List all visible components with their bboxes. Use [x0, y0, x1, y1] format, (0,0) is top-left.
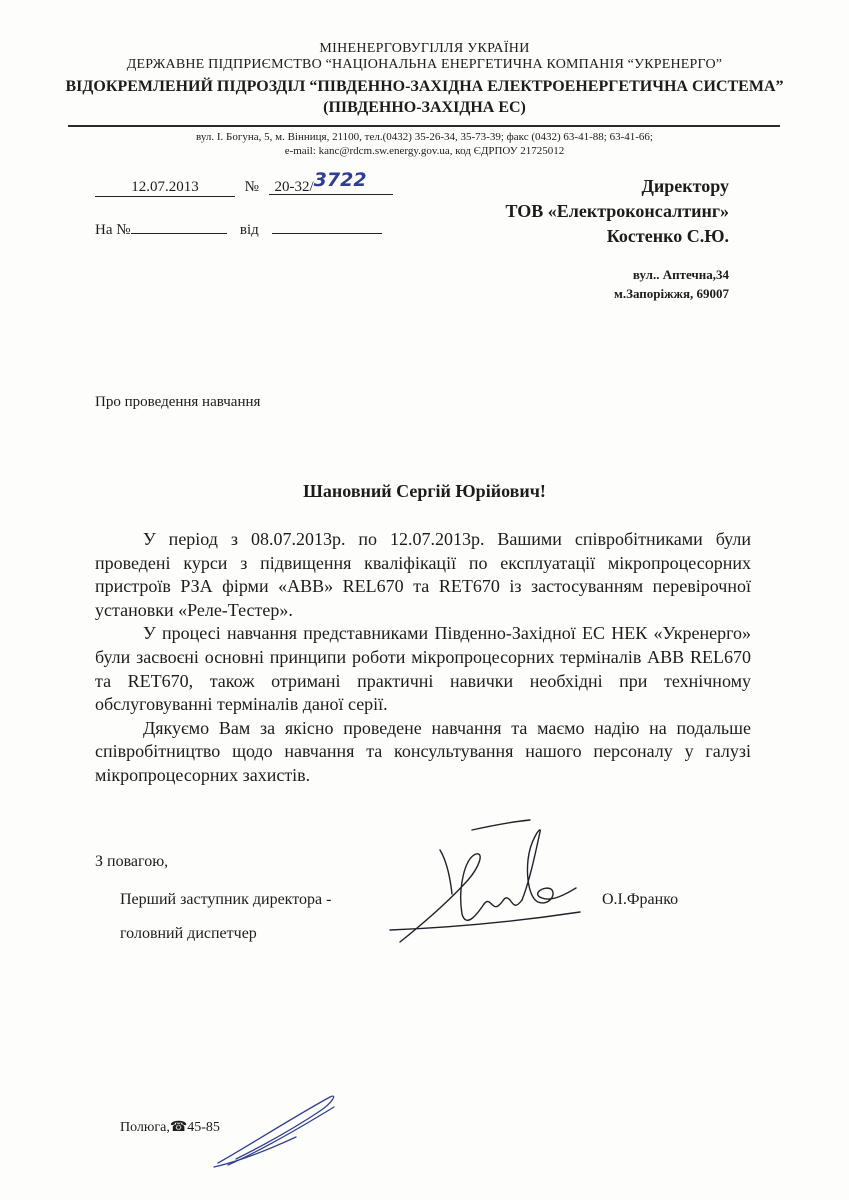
- addressee-name: Костенко С.Ю.: [606, 226, 729, 246]
- signatory-position-line2: головний диспетчер: [120, 925, 257, 942]
- body-paragraph: У період з 08.07.2013р. по 12.07.2013р. Вашими співробітниками були проведені курси з підвищення кваліфікації по експлуатації мікропроцесорних пристроїв РЗА фірми «ABB» REL670 та RET670 із застосуванням перевірочної установки «Реле-Тестер».: [95, 529, 751, 620]
- number-prefix: 20-32/: [274, 179, 314, 195]
- reply-label: На №: [95, 222, 131, 238]
- letterhead-company: ДЕРЖАВНЕ ПІДПРИЄМСТВО “НАЦІОНАЛЬНА ЕНЕРГЕТИЧНА КОМПАНІЯ “УКРЕНЕРГО”: [126, 57, 723, 72]
- signatory-position-line1: Перший заступник директора -: [120, 891, 332, 908]
- letterhead-divider: [68, 125, 780, 127]
- salutation: Шановний Сергій Юрійович!: [303, 481, 546, 501]
- signatory-name: О.І.Франко: [602, 891, 679, 908]
- addressee-organization: ТОВ «Електроконсалтинг»: [505, 201, 729, 221]
- letterhead-system: (ПІВДЕННО-ЗАХІДНА ЕС): [323, 99, 526, 116]
- handwritten-signature: [380, 810, 600, 960]
- letterhead-division: ВІДОКРЕМЛЕНИЙ ПІДРОЗДІЛ “ПІВДЕННО-ЗАХІДНА ЕЛЕКТРОЕНЕРГЕТИЧНА СИСТЕМА”: [65, 78, 784, 95]
- letter-body: [95, 528, 751, 788]
- body-paragraph: У процесі навчання представниками Південно-Західної ЕС НЕК «Укренерго» були засвоєні основні принципи роботи мікропроцесорних терміналів ABB REL670 та RET670, також отримані практичні навички необхідні при технічному обслуговуванні терміналів даної серії.: [95, 623, 751, 715]
- reply-date-blank: [272, 215, 382, 234]
- addressee-street: вул.. Аптечна,34: [632, 267, 729, 282]
- reply-number-blank: [131, 215, 227, 234]
- letterhead-email: e-mail: kanc@rdcm.sw.energy.gov.ua, код ЄДРПОУ 21725012: [284, 145, 565, 157]
- outgoing-date: 12.07.2013: [95, 178, 235, 197]
- outgoing-number: [269, 169, 393, 195]
- letterhead-ministry: МІНЕНЕРГОВУГІЛЛЯ УКРАЇНИ: [319, 41, 530, 56]
- number-label: №: [244, 179, 259, 195]
- handwritten-number: 3722: [313, 169, 367, 191]
- reply-reference-line: [95, 215, 382, 239]
- executor-contact: Полюга,☎45-85: [120, 1120, 220, 1135]
- from-label: від: [239, 222, 259, 238]
- body-paragraph: Дякуємо Вам за якісно проведене навчання та маємо надію на подальше співробітництво щодо навчання та консультування нашого персоналу у галузі мікропроцесорних захистів.: [95, 717, 751, 785]
- registration-line: [95, 169, 393, 197]
- addressee-block: [505, 174, 729, 249]
- addressee-title: Директору: [641, 176, 729, 196]
- addressee-address: [614, 265, 729, 303]
- letterhead-contacts: вул. І. Богуна, 5, м. Вінниця, 21100, тел.(0432) 35-26-34, 35-73-39; факс (0432) 63-41-88; 63-41-66;: [196, 131, 653, 143]
- closing-phrase: З повагою,: [95, 853, 169, 870]
- letter-subject: Про проведення навчання: [95, 394, 261, 410]
- executor-initials: [200, 1085, 350, 1175]
- addressee-city: м.Запоріжжя, 69007: [613, 286, 729, 301]
